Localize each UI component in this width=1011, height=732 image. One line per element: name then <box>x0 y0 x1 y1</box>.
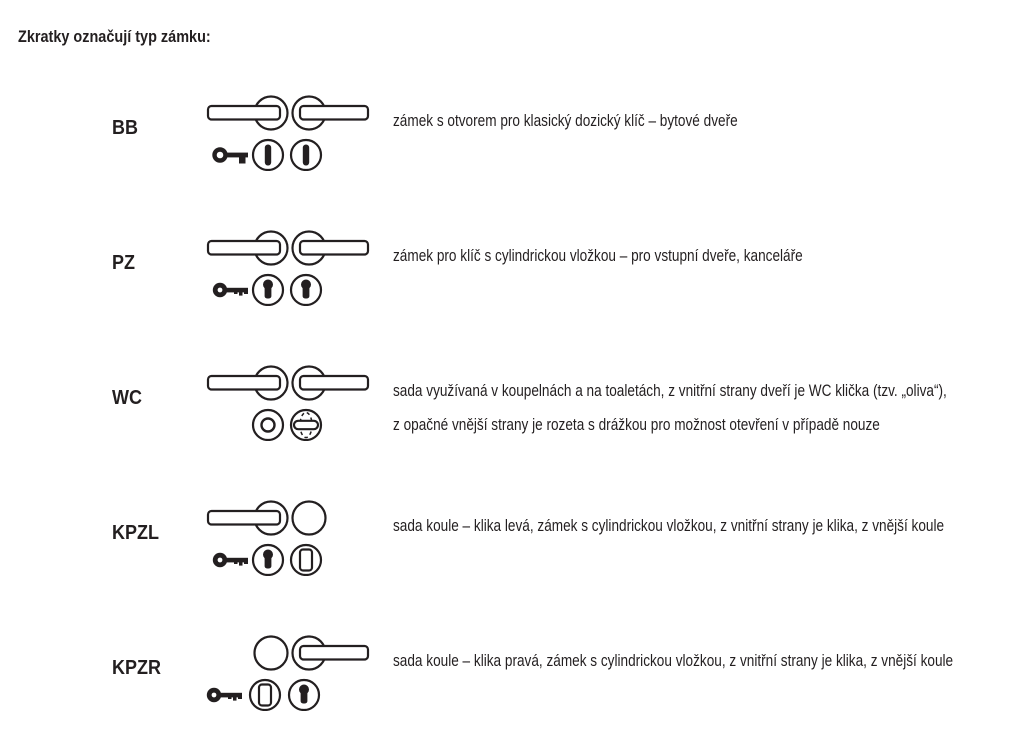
blind-rosette-icon <box>291 545 321 575</box>
description-line: sada využívaná v koupelnách a na toaletách, z vnitřní strany dveří je WC klička (tzv. „oliva“), <box>393 381 947 400</box>
handle-right-icon <box>293 367 369 400</box>
pz-keyhole-rosette-icon <box>291 275 321 305</box>
lock-type-row-bb <box>0 93 1011 171</box>
pz-keyhole-rosette-icon <box>253 275 283 305</box>
lock-icon-set-pz <box>205 228 395 306</box>
bb-keyhole-rosette-icon <box>253 140 283 170</box>
lock-description-pz <box>393 239 803 273</box>
lock-icon-set-kpzr <box>205 633 395 711</box>
lock-code-wc: WC <box>112 387 142 409</box>
handle-left-icon <box>208 97 288 130</box>
cylinder-key-icon <box>207 688 242 702</box>
description-line: sada koule – klika pravá, zámek s cylindrickou vložkou, z vnitřní strany je klika, z vnější koule <box>393 651 954 670</box>
cylinder-key-icon <box>213 283 248 297</box>
lock-type-row-pz <box>0 228 1011 306</box>
knob-icon <box>293 502 326 535</box>
lock-icon-set-kpzl <box>205 498 395 576</box>
description-line: zámek s otvorem pro klasický dozický klíč – bytové dveře <box>393 111 738 130</box>
cylinder-key-icon <box>213 553 248 567</box>
handle-left-icon <box>208 502 288 535</box>
handle-right-icon <box>293 232 369 265</box>
description-line: zámek pro klíč s cylindrickou vložkou – pro vstupní dveře, kanceláře <box>393 246 803 265</box>
lock-code-bb: BB <box>112 117 139 139</box>
lock-icon-set-wc <box>205 363 395 441</box>
lock-code-pz: PZ <box>112 252 136 274</box>
lock-description-kpzr <box>393 644 953 678</box>
lock-code-kpzr: KPZR <box>112 657 162 679</box>
description-line: z opačné vnější strany je rozeta s drážkou pro možnost otevření v případě nouze <box>393 415 880 434</box>
bit-key-icon <box>215 150 249 164</box>
blind-rosette-icon <box>250 680 280 710</box>
groove-rosette-icon <box>253 410 283 440</box>
lock-icon-set-bb <box>205 93 395 171</box>
handle-right-icon <box>293 97 369 130</box>
lock-code-kpzl: KPZL <box>112 522 159 544</box>
lock-type-row-wc <box>0 363 1011 441</box>
description-line: sada koule – klika levá, zámek s cylindrickou vložkou, z vnitřní strany je klika, z vnější koule <box>393 516 945 535</box>
lock-type-row-kpzr <box>0 633 1011 711</box>
page-title: Zkratky označují typ zámku: <box>18 27 211 46</box>
pz-keyhole-rosette-icon <box>253 545 283 575</box>
lock-description-wc <box>393 374 947 442</box>
handle-right-icon <box>293 637 369 670</box>
bb-keyhole-rosette-icon <box>291 140 321 170</box>
handle-left-icon <box>208 232 288 265</box>
lock-type-row-kpzl <box>0 498 1011 576</box>
lock-description-bb <box>393 104 738 138</box>
handle-left-icon <box>208 367 288 400</box>
pz-keyhole-rosette-icon <box>289 680 319 710</box>
wc-oliva-rosette-icon <box>291 410 321 440</box>
knob-icon <box>255 637 288 670</box>
lock-description-kpzl <box>393 509 944 543</box>
